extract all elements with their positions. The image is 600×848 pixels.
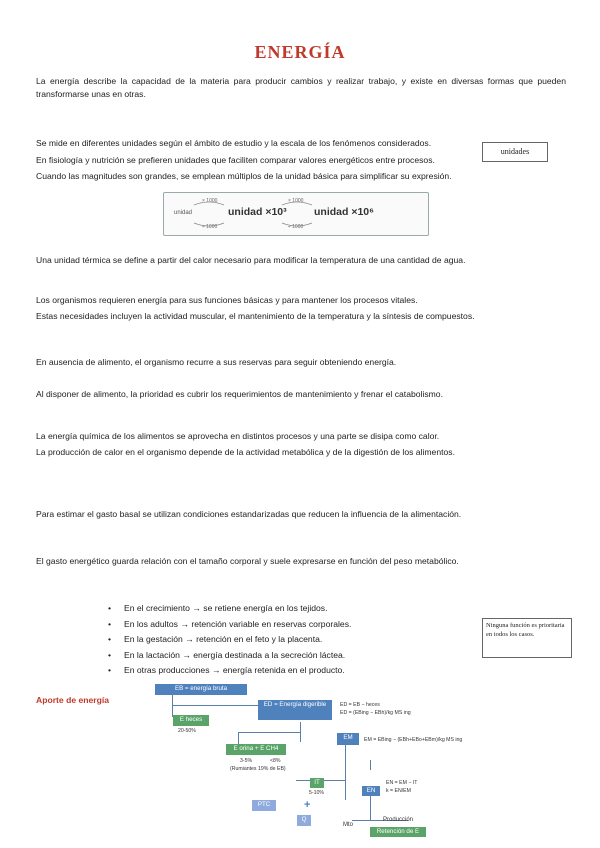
produccion-label: Producción <box>383 817 414 823</box>
conversion-big: unidad ×10⁶ <box>314 206 374 218</box>
plus-icon: + <box>304 799 311 811</box>
paragraph-7: Estas necesidades incluyen la actividad muscular, el mantenimiento de la temperatura y la síntesis de compuestos. <box>36 311 475 321</box>
list-item: • En el crecimiento → se retiene energía en los tejidos. <box>108 603 328 613</box>
paragraph-8: En ausencia de alimento, el organismo recurre a sus reservas para seguir obteniendo energía. <box>36 357 397 367</box>
eheces-box: E heces <box>173 715 209 726</box>
paragraph-5: Una unidad térmica se define a partir del calor necesario para modificar la temperatura de una cantidad de agua. <box>36 255 466 265</box>
ptc-box: PTC <box>252 800 276 811</box>
production-bullet-list <box>108 601 468 679</box>
eheces-pct: 20-50% <box>178 728 196 734</box>
paragraph-13: El gasto energético guarda relación con el tamaño corporal y suele expresarse en función del peso metabólico. <box>36 556 459 566</box>
list-item: • En la gestación → retención en el feto y la placenta. <box>108 634 323 644</box>
conversion-factor-up: × 1000 <box>202 198 218 204</box>
list-item: • En los adultos → retención variable en reservas corporales. <box>108 618 352 629</box>
list-item: • En otras producciones → energía retenida en el producto. <box>108 665 345 675</box>
paragraph-2: Se mide en diferentes unidades según el ámbito de estudio y la escala de los fenómenos considerados. <box>36 138 432 148</box>
list-item: • En la lactación → energía destinada a la secreción láctea. <box>108 649 346 660</box>
eorina-pct-1: 3-5% <box>240 758 253 764</box>
paragraph-1: La energía describe la capacidad de la materia para producir cambios y realizar trabajo, y existe en diversas formas que pueden transformarse unas en otras. <box>36 76 566 100</box>
paragraph-3: En fisiología y nutrición se prefieren unidades que faciliten comparar valores energéticos entre procesos. <box>36 155 435 165</box>
energy-section-label: Aporte de energía <box>36 695 110 705</box>
ed-box: ED = Energía digerible <box>258 700 332 720</box>
it-box: IT <box>310 778 324 788</box>
en-formula-1: EN = EM − IT <box>386 780 418 786</box>
unit-conversion-figure <box>163 192 429 236</box>
conversion-small: unidad <box>174 210 193 216</box>
paragraph-4: Cuando las magnitudes son grandes, se emplean múltiplos de la unidad básica para simplificar su expresión. <box>36 171 452 181</box>
paragraph-11: La producción de calor en el organismo depende de la actividad metabólica y de la digestión de los alimentos. <box>36 447 455 457</box>
page-title: ENERGÍA <box>254 42 346 62</box>
priority-callout: Ninguna función es prioritaria en todos los casos. <box>482 618 572 658</box>
em-box: EM <box>337 733 359 745</box>
en-box: EN <box>362 786 380 796</box>
en-formula-2: k = EN/EM <box>386 788 411 794</box>
eb-box: EB = energía bruta <box>155 684 247 695</box>
paragraph-9: Al disponer de alimento, la prioridad es cubrir los requerimientos de mantenimiento y frenar el catabolismo. <box>36 389 443 399</box>
eorina-pct-2: <8% <box>270 758 281 764</box>
paragraph-10: La energía química de los alimentos se aprovecha en distintos procesos y una parte se disipa como calor. <box>36 431 440 441</box>
q-box: Q <box>297 815 311 826</box>
conversion-factor-down: ÷ 1000 <box>202 224 218 230</box>
ed-formula-2: ED = (EBing − EBh)/kg MS ing <box>340 710 411 716</box>
mto-label: Mto <box>343 822 354 828</box>
conversion-factor-up-2: × 1000 <box>288 198 304 204</box>
unit-note-box: unidades <box>482 142 548 162</box>
paragraph-12: Para estimar el gasto basal se utilizan condiciones estandarizadas que reducen la influencia de la alimentación. <box>36 509 462 519</box>
conversion-factor-down-2: ÷ 1000 <box>288 224 304 230</box>
it-pct: 5-10% <box>309 790 324 796</box>
retencion-box: Retención de E <box>370 827 426 837</box>
em-formula: EM = EBing − (EBh+EBo+EBm)/kg MS ing <box>364 737 463 743</box>
eorina-box: E orina + E CH4 <box>226 744 286 755</box>
ed-formula-1: ED = EB − heces <box>340 702 380 708</box>
eorina-note: (Rumiantes 19% de EB) <box>230 766 286 772</box>
paragraph-6: Los organismos requieren energía para sus funciones básicas y para mantener los procesos vitales. <box>36 295 418 305</box>
conversion-arrows <box>164 193 428 235</box>
conversion-mid: unidad ×10³ <box>228 206 287 218</box>
